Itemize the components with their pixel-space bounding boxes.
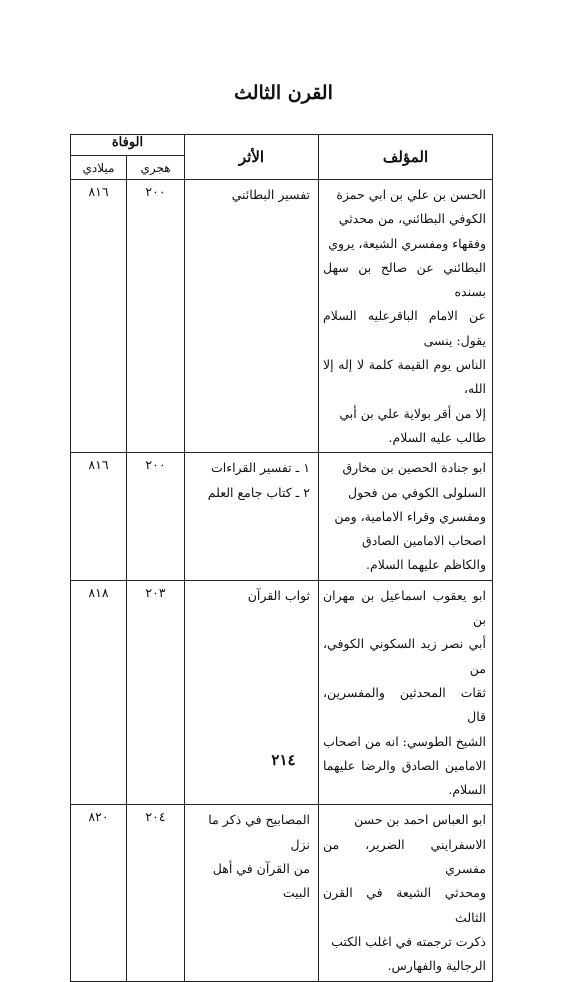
table-row	[71, 453, 493, 580]
author-line: الامامين الصادق والرضا عليهما السلام.	[323, 757, 486, 798]
author-line: الحسن بن علي بن ابي حمزة	[336, 187, 486, 202]
author-line: ثقات المحدثين والمفسرين، قال	[323, 684, 486, 725]
miladi-cell: ٨٢٠	[71, 805, 127, 981]
author-line: السلولى الكوفي من فحول	[347, 484, 486, 500]
author-line: ابو جنادة الحصين بن مخارق	[342, 460, 486, 476]
author-line: وفقهاء ومفسري الشيعة، يروي	[328, 235, 486, 251]
hijri-cell: ٢٠٣	[127, 580, 185, 805]
author-line: الكوفي البطائني، من محدثي	[338, 211, 486, 227]
table-row	[71, 580, 493, 805]
table-row	[71, 180, 493, 453]
header-death: الوفاة	[71, 135, 185, 156]
author-line: اصحاب الامامين الصادق	[362, 533, 486, 549]
header-miladi: ميلادي	[71, 156, 127, 180]
hijri-cell: ٢٠٠	[127, 453, 185, 580]
author-line: ومفسري وقراء الامامية، ومن	[334, 508, 486, 524]
author-line: أبي نصر زيد السكوني الكوفي، من	[323, 636, 486, 676]
author-cell	[319, 180, 493, 453]
page-title: القرن الثالث	[234, 82, 333, 104]
header-work: الأثر	[185, 135, 319, 180]
work-line: ٢ ـ كتاب جامع العلم	[207, 484, 310, 500]
table-row	[71, 805, 493, 981]
author-line: الرجالية والفهارس.	[387, 958, 486, 974]
miladi-cell: ٨١٦	[71, 180, 127, 453]
author-line: ابو يعقوب اسماعيل بن مهران بن	[323, 587, 486, 628]
work-cell	[185, 453, 319, 580]
work-line: ثواب القرآن	[247, 587, 310, 603]
hijri-cell: ٢٠٠	[127, 180, 185, 453]
author-line: البطائني عن صالح بن سهل بسنده	[323, 259, 486, 300]
work-cell	[185, 805, 319, 981]
page-number: ٢١٤	[271, 751, 296, 769]
author-line: والكاظم عليهما السلام.	[365, 557, 486, 573]
author-line: الاسفرايني الضرير، من مفسري	[323, 836, 486, 877]
miladi-cell: ٨١٦	[71, 453, 127, 580]
author-line: إلا من أقر بولاية علي بن أبي	[339, 405, 486, 421]
header-author: المؤلف	[319, 135, 493, 180]
author-line: ومحدثي الشيعة في القرن الثالث	[323, 885, 486, 925]
miladi-cell: ٨١٨	[71, 580, 127, 805]
author-cell	[319, 805, 493, 981]
author-line: ذكرت ترجمته في اغلب الكتب	[331, 933, 486, 949]
author-line: ابو العباس احمد بن حسن	[354, 812, 486, 828]
hijri-cell: ٢٠٤	[127, 805, 185, 981]
work-line: من القرآن في أهل البيت	[212, 861, 310, 901]
author-cell	[319, 453, 493, 580]
author-line: طالب عليه السلام.	[388, 429, 486, 445]
author-line: عن الامام الباقرعليه السلام يقول: ينسى	[323, 308, 486, 348]
author-line: الشيخ الطوسي: انه من اصحاب	[323, 733, 486, 749]
work-cell	[185, 580, 319, 805]
work-line: تفسير البطائني	[231, 187, 310, 202]
authors-table	[70, 134, 493, 982]
work-line: المصابيح في ذكر ما نزل	[208, 812, 310, 852]
author-line: الناس يوم القيمة كلمة لا إله إلا الله،	[323, 357, 486, 397]
author-cell	[319, 580, 493, 805]
work-line: ١ ـ تفسير القراءات	[210, 460, 310, 476]
header-hijri: هجري	[127, 156, 185, 180]
work-cell	[185, 180, 319, 453]
